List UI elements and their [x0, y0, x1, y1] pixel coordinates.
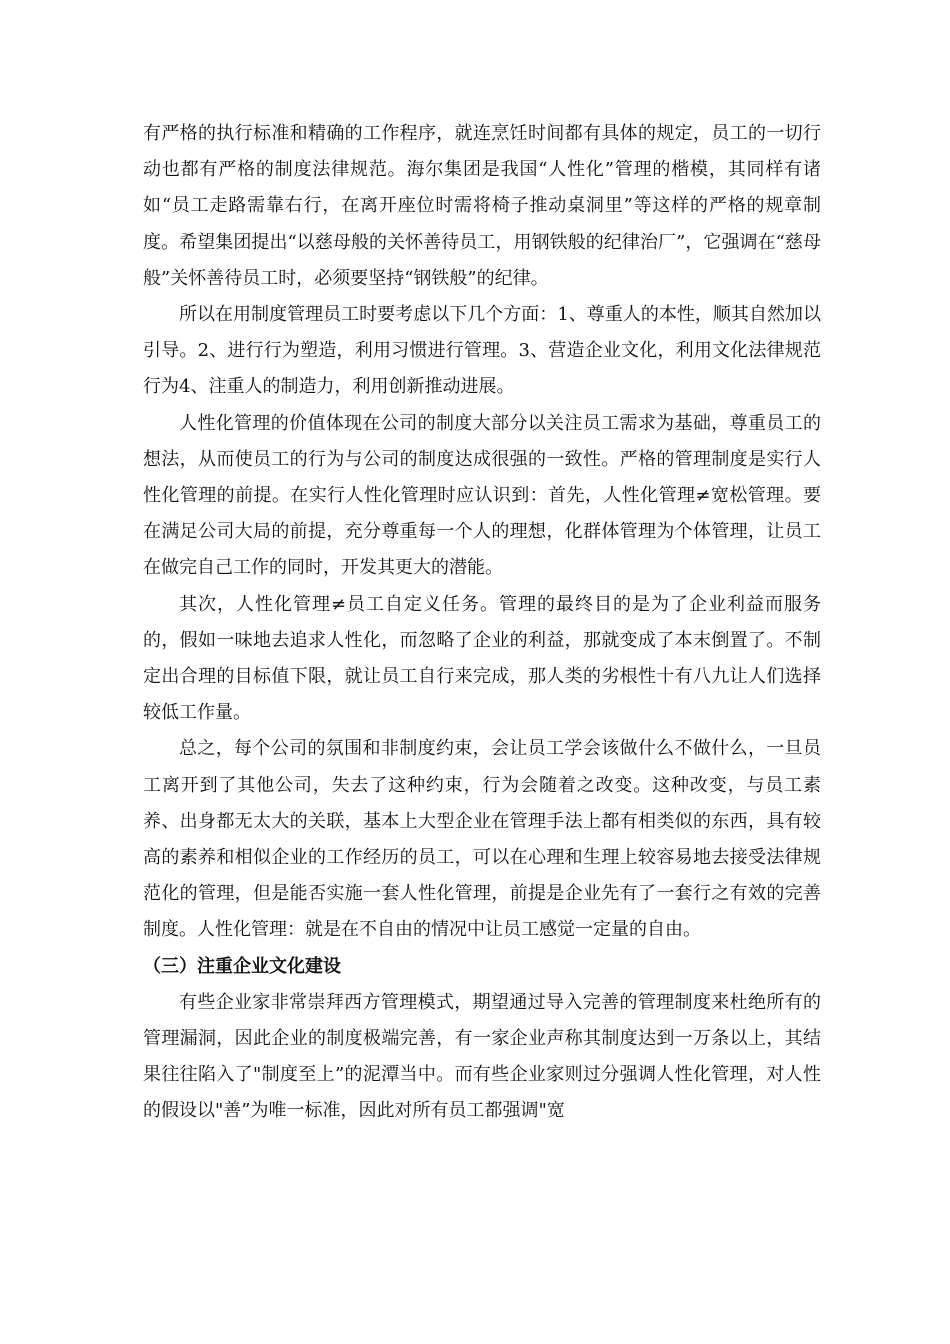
paragraph-3: 人性化管理的价值体现在公司的制度大部分以关注员工需求为基础，尊重员工的想法，从而使员工的行为与公司的制度达成很强的一致性。严格的管理制度是实行人性化管理的前提。在实行人性化管理时应认识到：首先，人性化管理≠宽松管理。要在满足公司大局的前提，充分尊重每一个人的理想，化群体管理为个体管理，让员工在做完自己工作的同时，开发其更大的潜能。: [143, 412, 821, 579]
paragraph-1: 有严格的执行标准和精确的工作程序，就连烹饪时间都有具体的规定，员工的一切行动也都有严格的制度法律规范。海尔集团是我国“人性化”管理的楷模，其同样有诸如“员工走路需靠右行，在离开座位时需将椅子推动桌洞里”等这样的严格的规章制度。希望集团提出“以慈母般的关怀善待员工，用钢铁般的纪律治厂”，它强调在“慈母般”关怀善待员工时，必须要坚持“钢铁般”的纪律。: [143, 123, 821, 289]
paragraph-4: 其次，人性化管理≠员工自定义任务。管理的最终目的是为了企业利益而服务的，假如一味地去追求人性化，而忽略了企业的利益，那就变成了本末倒置了。不制定出合理的目标值下限，就让员工自行来完成，那人类的劣根性十有八九让人们选择较低工作量。: [143, 593, 821, 724]
section-heading: （三）注重企业文化建设: [143, 955, 341, 977]
paragraph-2: 所以在用制度管理员工时要考虑以下几个方面：1、尊重人的本性，顺其自然加以引导。2、进行行为塑造，利用习惯进行管理。3、营造企业文化，利用文化法律规范行为4、注重人的制造力，利用创新推动进展。: [143, 304, 821, 398]
document-body: [143, 116, 821, 1130]
paragraph-6: 有些企业家非常崇拜西方管理模式，期望通过导入完善的管理制度来杜绝所有的管理漏洞，因此企业的制度极端完善，有一家企业声称其制度达到一万条以上，其结果往往陷入了"制度至上”的泥潭当中。而有些企业家则过分强调人性化管理，对人性的假设以"善”为唯一标准，因此对所有员工都强调"宽: [143, 991, 821, 1122]
paragraph-5: 总之，每个公司的氛围和非制度约束，会让员工学会该做什么不做什么，一旦员工离开到了其他公司，失去了这种约束，行为会随着之改变。这种改变，与员工素养、出身都无太大的关联，基本上大型企业在管理手法上都有相类似的东西，具有较高的素养和相似企业的工作经历的员工，可以在心理和生理上较容易地去接受法律规范化的管理，但是能否实施一套人性化管理，前提是企业先有了一套行之有效的完善制度。人性化管理：就是在不自由的情况中让员工感觉一定量的自由。: [143, 738, 821, 941]
